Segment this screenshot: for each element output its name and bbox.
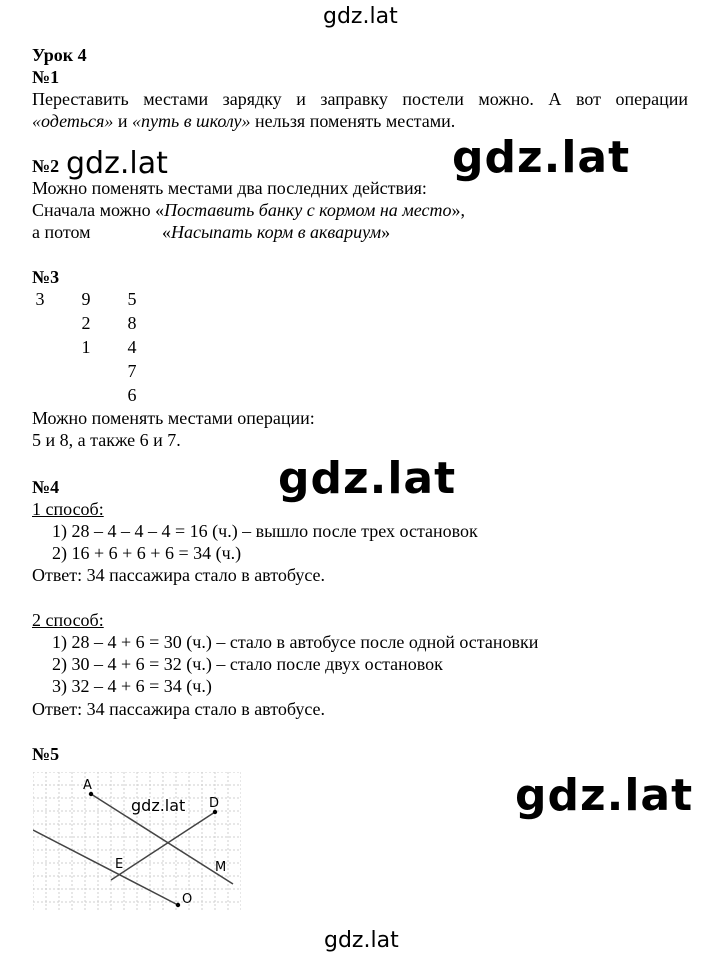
task5-number: №5 bbox=[32, 744, 60, 764]
task2-line2-start: Сначала можно « bbox=[32, 200, 165, 220]
point-o bbox=[176, 903, 180, 907]
task3-cell: 8 bbox=[127, 313, 137, 333]
watermark-task2-right: gdz.lat bbox=[452, 132, 631, 183]
label-a: A bbox=[83, 778, 92, 793]
task4-method1-answer: Ответ: 34 пассажира стало в автобусе. bbox=[32, 565, 326, 585]
task2-line2 bbox=[32, 199, 465, 221]
task3-cell: 6 bbox=[127, 385, 137, 405]
task2-q-open: « bbox=[162, 222, 171, 242]
task4-method1-title: 1 способ: bbox=[32, 499, 104, 519]
task4-method2-title: 2 способ: bbox=[32, 610, 104, 630]
label-d: D bbox=[209, 796, 220, 811]
task3-line1: Можно поменять местами операции: bbox=[32, 408, 315, 428]
watermark-task2-inline: gdz.lat bbox=[66, 146, 168, 181]
task2-line3-action bbox=[162, 221, 390, 243]
task3-number: №3 bbox=[32, 267, 60, 287]
task1-line1: Переставить местами зарядку и заправку постели можно. А вот операции bbox=[32, 89, 688, 109]
task3-cell: 5 bbox=[127, 289, 137, 309]
grid bbox=[33, 772, 241, 912]
task5-grid-figure bbox=[33, 772, 241, 912]
lesson-title: Урок 4 bbox=[32, 45, 87, 65]
task2-q-close: » bbox=[381, 222, 391, 242]
task1-term-dress: «одеться» bbox=[32, 111, 114, 131]
task3-cell: 9 bbox=[81, 289, 91, 309]
task1-tail: нельзя поменять местами. bbox=[250, 111, 456, 131]
task3-cell: 1 bbox=[81, 337, 91, 357]
watermark-top: gdz.lat bbox=[323, 4, 398, 29]
task2-line1: Можно поменять местами два последних действия: bbox=[32, 178, 427, 198]
task1-term-school: «путь в школу» bbox=[132, 111, 251, 131]
task2-line2-end: », bbox=[451, 200, 465, 220]
watermark-bottom: gdz.lat bbox=[324, 928, 399, 953]
segment-o bbox=[33, 830, 178, 905]
task3-cell: 2 bbox=[81, 313, 91, 333]
task1-conj: и bbox=[113, 111, 133, 131]
watermark-grid: gdz.lat bbox=[131, 796, 186, 815]
label-m: M bbox=[215, 860, 227, 875]
task4-method2-step: 2) 30 – 4 + 6 = 32 (ч.) – стало после двух остановок bbox=[52, 654, 443, 674]
label-e: E bbox=[115, 857, 124, 872]
task1-line2 bbox=[32, 110, 455, 132]
watermark-task4-center: gdz.lat bbox=[278, 453, 457, 504]
task4-number: №4 bbox=[32, 477, 60, 497]
task2-line3 bbox=[32, 221, 91, 243]
task4-method2-step: 1) 28 – 4 + 6 = 30 (ч.) – стало в автобусе после одной остановки bbox=[52, 632, 539, 652]
task3-cell: 3 bbox=[35, 289, 45, 309]
task3-line2: 5 и 8, а также 6 и 7. bbox=[32, 430, 181, 450]
task2-line3-start: а потом bbox=[32, 222, 91, 242]
watermark-task5-right: gdz.lat bbox=[515, 770, 694, 821]
task1-number: №1 bbox=[32, 67, 60, 87]
task4-method1-step: 1) 28 – 4 – 4 – 4 = 16 (ч.) – вышло после трех остановок bbox=[52, 521, 478, 541]
task4-method1-step: 2) 16 + 6 + 6 + 6 = 34 (ч.) bbox=[52, 543, 242, 563]
task2-action-put-back: Поставить банку с кормом на место bbox=[164, 200, 452, 220]
task4-method2-step: 3) 32 – 4 + 6 = 34 (ч.) bbox=[52, 676, 212, 696]
task4-method2-answer: Ответ: 34 пассажира стало в автобусе. bbox=[32, 699, 326, 719]
task2-number: №2 bbox=[32, 156, 60, 176]
label-o: O bbox=[182, 892, 193, 907]
task3-cell: 4 bbox=[127, 337, 137, 357]
task2-action-pour: Насыпать корм в аквариум bbox=[171, 222, 382, 242]
task3-cell: 7 bbox=[127, 361, 137, 381]
